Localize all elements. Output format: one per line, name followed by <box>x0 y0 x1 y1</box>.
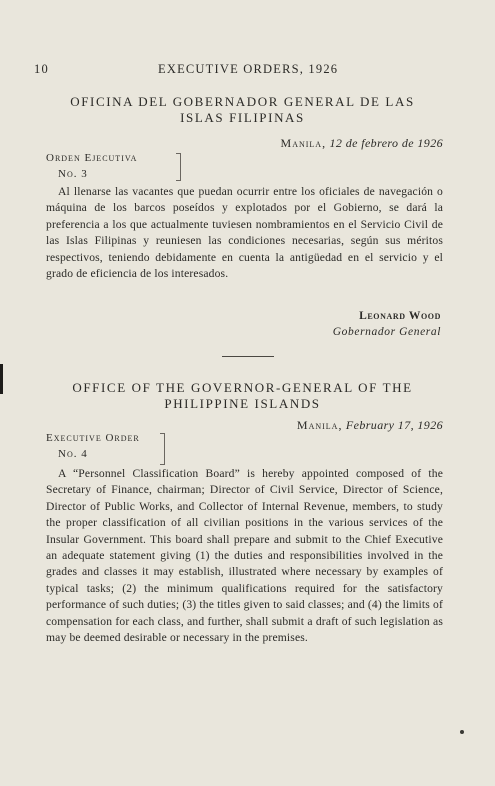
order-bracket-en <box>160 433 165 465</box>
dateline-es <box>281 136 443 151</box>
order-heading-es <box>30 94 455 126</box>
order-number-es: No. 3 <box>58 168 88 180</box>
margin-mark <box>0 364 3 394</box>
order-heading-en <box>30 380 455 412</box>
signer-name: Leonard Wood <box>359 310 441 322</box>
dateline-en <box>297 418 443 433</box>
dateline-es-place: Manila, <box>280 136 327 150</box>
order-label-en-text: Executive Order <box>46 432 140 444</box>
signer-title: Gobernador General <box>332 326 441 338</box>
order-heading-en-line2: PHILIPPINE ISLANDS <box>164 396 321 411</box>
dateline-es-date: 12 de febrero de 1926 <box>329 136 443 150</box>
order-number-en: No. 4 <box>58 448 88 460</box>
order-heading-en-line1: OFFICE OF THE GOVERNOR-GENERAL OF THE <box>72 380 413 395</box>
order-heading-es-line2: ISLAS FILIPINAS <box>180 110 305 125</box>
order-body-en: A “Personnel Classification Board” is hereby appointed composed of the Secretary of Finance, chairman; Director of Civil Service, Director of Science, Director of Public Works, and Collector of Internal Revenue, members, to study the proper classification of all civilian positions in the various services of the Insular Government. This board shall prepare and submit to the Chief Executive an adequate statement giving (1) the duties and responsibilities involved in the grades and classes it may establish, illustrated where necessary by examples of typical tasks; (2) the minimum qualifications required for the satisfactory performance of such duties; (3) the titles given to said classes; and (4) the limits of compensation for each class, and further, shall submit a draft of such legislation as may be deemed desirable or necessary in the premises. <box>46 467 443 645</box>
order-heading-es-line1: OFICINA DEL GOBERNADOR GENERAL DE LAS <box>70 94 415 109</box>
ink-dot <box>460 730 464 734</box>
signature-block <box>333 308 441 340</box>
running-head-title: EXECUTIVE ORDERS, 1926 <box>158 62 339 76</box>
order-bracket-es <box>176 153 181 181</box>
page-number: 10 <box>34 62 49 76</box>
section-divider <box>222 356 274 357</box>
order-label-es-text: Orden Ejecutiva <box>46 152 138 164</box>
dateline-en-place: Manila, <box>296 418 343 432</box>
order-label-es <box>46 150 137 182</box>
dateline-en-date: February 17, 1926 <box>345 418 443 432</box>
order-body-es: Al llenarse las vacantes que puedan ocurrir entre los oficiales de navegación o máquina de los barcos poseídos y explotados por el Gobierno, se dará la preferencia a los que actualmente tuviesen nombramientos en el Servicio Civil de las Islas Filipinas y reuniesen las condiciones necesarias, según sus méritos respectivos, teniendo debidamente en cuenta la antigüedad en el servicio y el grado de eficiencia de los interesados. <box>46 185 443 281</box>
order-label-en <box>46 430 140 462</box>
